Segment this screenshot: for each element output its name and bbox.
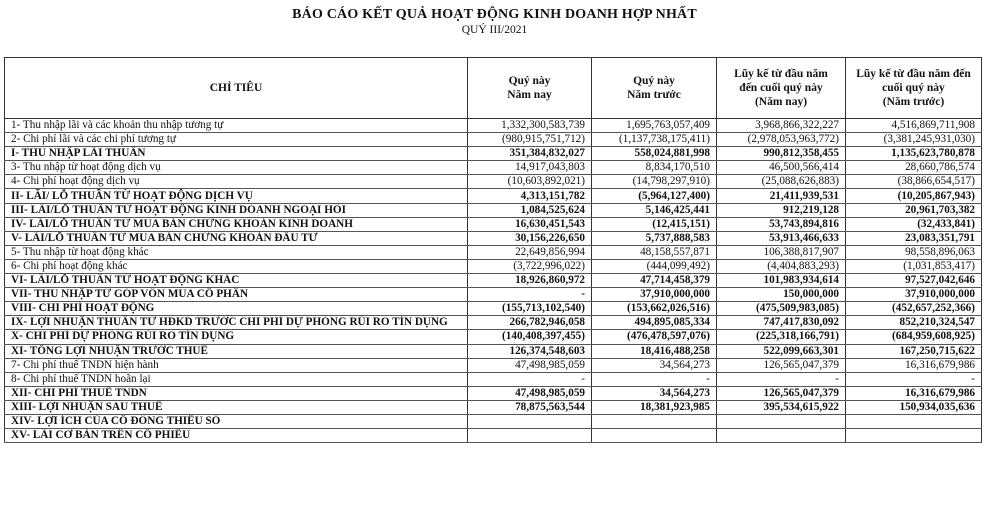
table-row (5, 259, 982, 273)
value-quarter-last-year: 5,146,425,441 (592, 203, 717, 217)
value-quarter-this-year: 18,926,860,972 (468, 274, 592, 288)
value-ytd-this-year: 126,565,047,379 (717, 358, 846, 372)
row-label: XV- LÃI CƠ BẢN TRÊN CỔ PHIẾU (5, 429, 468, 443)
row-label: VIII- CHI PHÍ HOẠT ĐỘNG (5, 302, 468, 316)
row-label: XIII- LỢI NHUẬN SAU THUẾ (5, 400, 468, 414)
table-row (5, 203, 982, 217)
header-indicator: CHỈ TIÊU (5, 58, 468, 119)
value-ytd-last-year: 98,558,896,063 (846, 245, 982, 259)
header-ytd-last-year (846, 58, 982, 119)
header-line: Quý này (508, 75, 551, 87)
value-quarter-this-year: 30,156,226,650 (468, 231, 592, 245)
table-row (5, 119, 982, 133)
value-quarter-this-year: 47,498,985,059 (468, 386, 592, 400)
value-ytd-this-year: (225,318,166,791) (717, 330, 846, 344)
header-line: Lũy kế từ đầu năm (734, 68, 828, 80)
value-ytd-last-year: 97,527,042,646 (846, 274, 982, 288)
table-row (5, 245, 982, 259)
value-quarter-this-year (468, 414, 592, 428)
value-quarter-this-year: - (468, 372, 592, 386)
value-quarter-this-year: 78,875,563,544 (468, 400, 592, 414)
value-ytd-this-year: 990,812,358,455 (717, 147, 846, 161)
value-quarter-last-year (592, 429, 717, 443)
value-ytd-this-year: 46,500,566,414 (717, 161, 846, 175)
value-quarter-last-year: 18,416,488,258 (592, 344, 717, 358)
table-row (5, 274, 982, 288)
row-label: VI- LÃI/LỖ THUẦN TỪ HOẠT ĐỘNG KHÁC (5, 274, 468, 288)
value-quarter-this-year: (10,603,892,021) (468, 175, 592, 189)
header-line: (Năm trước) (882, 96, 945, 108)
value-quarter-last-year: 8,834,170,510 (592, 161, 717, 175)
value-ytd-this-year: 395,534,615,922 (717, 400, 846, 414)
value-quarter-last-year: 48,158,557,871 (592, 245, 717, 259)
value-quarter-last-year: 1,695,763,057,409 (592, 119, 717, 133)
value-quarter-this-year: 4,313,151,782 (468, 189, 592, 203)
value-quarter-this-year: - (468, 288, 592, 302)
value-ytd-this-year: 101,983,934,614 (717, 274, 846, 288)
value-quarter-last-year: 5,737,888,583 (592, 231, 717, 245)
report-title: BÁO CÁO KẾT QUẢ HOẠT ĐỘNG KINH DOANH HỢP NHẤT (292, 7, 697, 22)
value-ytd-last-year: (1,031,853,417) (846, 259, 982, 273)
row-label: XII- CHI PHÍ THUẾ TNDN (5, 386, 468, 400)
value-ytd-this-year (717, 429, 846, 443)
value-quarter-last-year: 34,564,273 (592, 386, 717, 400)
value-ytd-last-year (846, 414, 982, 428)
row-label: VII- THU NHẬP TỪ GÓP VỐN MUA CỔ PHẦN (5, 288, 468, 302)
value-ytd-this-year: 747,417,830,092 (717, 316, 846, 330)
value-ytd-this-year: 150,000,000 (717, 288, 846, 302)
value-quarter-last-year: - (592, 372, 717, 386)
value-ytd-this-year: 912,219,128 (717, 203, 846, 217)
value-ytd-last-year: 150,934,035,636 (846, 400, 982, 414)
row-label: II- LÃI/ LỖ THUẦN TỪ HOẠT ĐỘNG DỊCH VỤ (5, 189, 468, 203)
value-quarter-this-year: 14,917,043,803 (468, 161, 592, 175)
table-row (5, 161, 982, 175)
value-quarter-last-year: (476,478,597,076) (592, 330, 717, 344)
value-quarter-last-year: (1,137,738,175,411) (592, 133, 717, 147)
value-quarter-this-year: 351,384,832,027 (468, 147, 592, 161)
value-ytd-last-year: 167,250,715,622 (846, 344, 982, 358)
value-ytd-last-year (846, 429, 982, 443)
table-row (5, 372, 982, 386)
report-period: QUÝ III/2021 (461, 24, 528, 36)
value-quarter-last-year: 18,381,923,985 (592, 400, 717, 414)
table-row (5, 189, 982, 203)
value-quarter-this-year: (155,713,102,540) (468, 302, 592, 316)
value-ytd-last-year: 16,316,679,986 (846, 358, 982, 372)
row-label: XI- TỔNG LỢI NHUẬN TRƯỚC THUẾ (5, 344, 468, 358)
value-quarter-this-year: (3,722,996,022) (468, 259, 592, 273)
value-quarter-this-year: 1,084,525,624 (468, 203, 592, 217)
income-statement-table (4, 57, 982, 443)
value-quarter-last-year: (444,099,492) (592, 259, 717, 273)
value-quarter-last-year: 37,910,000,000 (592, 288, 717, 302)
header-line: Lũy kế từ đầu năm đến (856, 68, 971, 80)
value-quarter-this-year: 16,630,451,543 (468, 217, 592, 231)
value-ytd-last-year: 852,210,324,547 (846, 316, 982, 330)
value-ytd-last-year: (38,866,654,517) (846, 175, 982, 189)
value-ytd-last-year: 16,316,679,986 (846, 386, 982, 400)
value-ytd-last-year: 20,961,703,382 (846, 203, 982, 217)
value-quarter-this-year: (980,915,751,712) (468, 133, 592, 147)
value-quarter-this-year: (140,408,397,455) (468, 330, 592, 344)
value-ytd-this-year: 21,411,939,531 (717, 189, 846, 203)
table-row (5, 330, 982, 344)
value-quarter-this-year: 1,332,300,583,739 (468, 119, 592, 133)
row-label: 4- Chi phí hoạt động dịch vụ (5, 175, 468, 189)
table-row (5, 358, 982, 372)
value-quarter-last-year: (5,964,127,400) (592, 189, 717, 203)
value-quarter-last-year: (12,415,151) (592, 217, 717, 231)
header-quarter-this-year (468, 58, 592, 119)
table-row (5, 133, 982, 147)
header-row (5, 58, 982, 119)
value-quarter-last-year: 558,024,881,998 (592, 147, 717, 161)
value-ytd-this-year: 126,565,047,379 (717, 386, 846, 400)
table-row (5, 302, 982, 316)
header-line: đến cuối quý này (739, 82, 823, 94)
row-label: 7- Chi phí thuế TNDN hiện hành (5, 358, 468, 372)
value-ytd-this-year: 106,388,817,907 (717, 245, 846, 259)
row-label: IV- LÃI/LỖ THUẦN TỪ MUA BÁN CHỨNG KHOÁN KINH DOANH (5, 217, 468, 231)
value-ytd-this-year: 522,099,663,301 (717, 344, 846, 358)
table-row (5, 175, 982, 189)
table-row (5, 231, 982, 245)
table-row (5, 400, 982, 414)
value-quarter-last-year: 34,564,273 (592, 358, 717, 372)
table-row (5, 344, 982, 358)
row-label: XIV- LỢI ÍCH CỦA CỔ ĐÔNG THIỂU SỐ (5, 414, 468, 428)
value-ytd-this-year: (25,088,626,883) (717, 175, 846, 189)
value-ytd-last-year: (452,657,252,366) (846, 302, 982, 316)
row-label: IX- LỢI NHUẬN THUẦN TỪ HĐKD TRƯỚC CHI PHÍ DỰ PHÒNG RỦI RO TÍN DỤNG (5, 316, 468, 330)
header-line: Năm trước (627, 89, 681, 101)
value-ytd-last-year: 28,660,786,574 (846, 161, 982, 175)
table-row (5, 147, 982, 161)
value-ytd-last-year: (684,959,608,925) (846, 330, 982, 344)
value-ytd-last-year: 4,516,869,711,908 (846, 119, 982, 133)
value-ytd-last-year: 1,135,623,780,878 (846, 147, 982, 161)
table-row (5, 288, 982, 302)
row-label: 8- Chi phí thuế TNDN hoãn lại (5, 372, 468, 386)
row-label: 2- Chi phí lãi và các chi phí tương tự (5, 133, 468, 147)
value-quarter-this-year: 22,649,856,994 (468, 245, 592, 259)
row-label: 6- Chi phí hoạt động khác (5, 259, 468, 273)
value-ytd-this-year: 53,913,466,633 (717, 231, 846, 245)
table-row (5, 429, 982, 443)
value-quarter-this-year: 126,374,548,603 (468, 344, 592, 358)
row-label: 5- Thu nhập từ hoạt động khác (5, 245, 468, 259)
header-line: Năm nay (507, 89, 552, 101)
header-line: (Năm nay) (754, 96, 808, 108)
table-row (5, 386, 982, 400)
value-ytd-this-year: 3,968,866,322,227 (717, 119, 846, 133)
value-ytd-this-year: (2,978,053,963,772) (717, 133, 846, 147)
table-row (5, 316, 982, 330)
row-label: III- LÃI/LỖ THUẦN TỪ HOẠT ĐỘNG KINH DOANH NGOẠI HỐI (5, 203, 468, 217)
value-quarter-last-year: (153,662,026,516) (592, 302, 717, 316)
value-quarter-this-year: 47,498,985,059 (468, 358, 592, 372)
row-label: 1- Thu nhập lãi và các khoản thu nhập tương tự (5, 119, 468, 133)
value-quarter-this-year: 266,782,946,058 (468, 316, 592, 330)
value-ytd-last-year: (10,205,867,943) (846, 189, 982, 203)
value-ytd-this-year: - (717, 372, 846, 386)
value-quarter-this-year (468, 429, 592, 443)
row-label: V- LÃI/LỖ THUẦN TỪ MUA BÁN CHỨNG KHOÁN ĐẦU TƯ (5, 231, 468, 245)
table-row (5, 217, 982, 231)
value-quarter-last-year (592, 414, 717, 428)
table-row (5, 414, 982, 428)
header-line: cuối quý này (882, 82, 945, 94)
header-ytd-this-year (717, 58, 846, 119)
value-ytd-last-year: (3,381,245,931,030) (846, 133, 982, 147)
value-ytd-this-year (717, 414, 846, 428)
value-quarter-last-year: (14,798,297,910) (592, 175, 717, 189)
value-ytd-last-year: 37,910,000,000 (846, 288, 982, 302)
header-quarter-last-year (592, 58, 717, 119)
value-quarter-last-year: 47,714,458,379 (592, 274, 717, 288)
row-label: 3- Thu nhập từ hoạt động dịch vụ (5, 161, 468, 175)
value-ytd-last-year: 23,083,351,791 (846, 231, 982, 245)
row-label: X- CHI PHÍ DỰ PHÒNG RỦI RO TÍN DỤNG (5, 330, 468, 344)
header-line: Quý này (633, 75, 675, 87)
value-ytd-this-year: (4,404,883,293) (717, 259, 846, 273)
value-ytd-this-year: (475,509,983,085) (717, 302, 846, 316)
row-label: I- THU NHẬP LÃI THUẦN (5, 147, 468, 161)
value-ytd-last-year: (32,433,841) (846, 217, 982, 231)
value-ytd-last-year: - (846, 372, 982, 386)
value-quarter-last-year: 494,895,085,334 (592, 316, 717, 330)
value-ytd-this-year: 53,743,894,816 (717, 217, 846, 231)
